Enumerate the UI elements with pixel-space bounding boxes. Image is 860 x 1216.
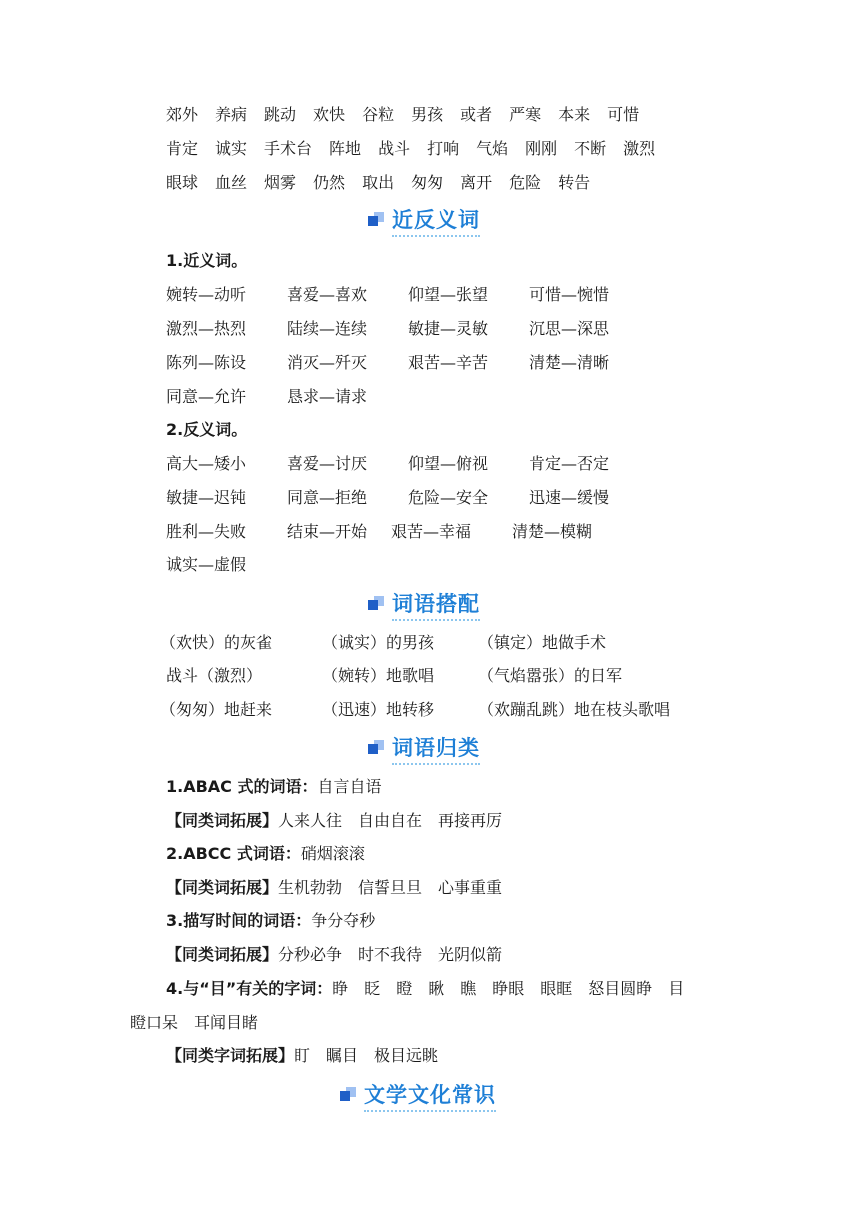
vocab-row [166, 138, 655, 160]
collocation-item: 战斗（激烈） [166, 666, 263, 685]
vocab-word: 养病 [215, 105, 248, 124]
classification-words: 生机勃勃 信誓旦旦 心事重重 [278, 878, 503, 897]
vocab-word: 匆匆 [411, 173, 444, 192]
vocab-word: 仍然 [313, 173, 346, 192]
vocab-word: 严寒 [509, 105, 542, 124]
collocation-item: （气焰嚣张）的日军 [478, 666, 623, 685]
vocab-word: 本来 [558, 105, 591, 124]
classification-words: 分秒必争 时不我待 光阴似箭 [278, 945, 503, 964]
vocab-word: 不断 [574, 139, 607, 158]
classification-words: 瞪口呆 耳闻目睹 [130, 1013, 259, 1032]
vocab-word: 欢快 [313, 105, 346, 124]
classification-words: 睁 眨 瞪 瞅 瞧 睁眼 眼眶 怒目圆睁 目 [332, 979, 685, 998]
classification-label: 1.ABAC 式的词语： [166, 777, 318, 796]
collocation-item: （镇定）地做手术 [478, 633, 607, 652]
word-pair: 陆续—连续 [287, 319, 368, 338]
section-heading-text: 近反义词 [392, 204, 480, 237]
vocab-word: 眼球 [166, 173, 199, 192]
word-pair: 敏捷—迟钝 [166, 488, 247, 507]
collocation-row [160, 699, 670, 721]
vocab-word: 诚实 [215, 139, 248, 158]
section-heading-text: 文学文化常识 [364, 1079, 496, 1112]
collocation-item: （诚实）的男孩 [322, 633, 435, 652]
vocab-word: 或者 [460, 105, 493, 124]
word-pair: 敏捷—灵敏 [408, 319, 489, 338]
classification-words: 盯 瞩目 极目远眺 [294, 1046, 439, 1065]
collocation-item: （欢蹦乱跳）地在枝头歌唱 [478, 700, 671, 719]
classification-item [166, 944, 502, 966]
word-pair: 迅速—缓慢 [529, 488, 610, 507]
collocation-row [166, 665, 622, 687]
vocab-word: 谷粒 [362, 105, 395, 124]
collocation-item: （婉转）地歌唱 [322, 666, 435, 685]
antonym-row [166, 521, 592, 543]
classification-label: 【同类词拓展】 [166, 878, 279, 897]
collocation-item: （匆匆）地赶来 [160, 700, 273, 719]
classification-item [166, 843, 365, 865]
classification-words: 争分夺秒 [311, 911, 376, 930]
word-pair: 激烈—热烈 [166, 319, 247, 338]
vocab-word: 取出 [362, 173, 395, 192]
word-pair: 喜爱—喜欢 [287, 285, 368, 304]
antonym-row [166, 453, 609, 475]
synonym-row [166, 318, 609, 340]
classification-label: 【同类词拓展】 [166, 811, 279, 830]
word-pair: 清楚—清晰 [529, 353, 610, 372]
classification-item [166, 910, 375, 932]
vocab-word: 血丝 [215, 173, 248, 192]
synonym-row [166, 352, 609, 374]
section-heading-synonyms [368, 203, 480, 237]
vocab-word: 打响 [427, 139, 460, 158]
collocation-item: （欢快）的灰雀 [160, 633, 273, 652]
section-heading-collocation [368, 587, 480, 621]
section-heading-text: 词语归类 [392, 732, 480, 765]
word-pair: 消灭—歼灭 [287, 353, 368, 372]
section-heading-culture [340, 1078, 496, 1112]
antonym-row [166, 487, 609, 509]
word-pair: 危险—安全 [408, 488, 489, 507]
synonyms-label: 1.近义词。 [166, 251, 248, 270]
classification-label: 4.与“目”有关的字词： [166, 979, 333, 998]
word-pair: 婉转—动听 [166, 285, 247, 304]
classification-item-continued [130, 1012, 258, 1034]
word-pair: 高大—矮小 [166, 454, 247, 473]
word-pair: 清楚—模糊 [512, 522, 593, 541]
word-pair: 同意—允许 [166, 387, 247, 406]
word-pair: 胜利—失败 [166, 522, 247, 541]
word-pair: 陈列—陈设 [166, 353, 247, 372]
vocab-word: 郊外 [166, 105, 199, 124]
word-pair: 诚实—虚假 [166, 555, 247, 574]
word-pair: 艰苦—辛苦 [408, 353, 489, 372]
vocab-row [166, 172, 590, 194]
vocab-word: 离开 [460, 173, 493, 192]
collocation-row [160, 632, 606, 654]
synonym-row [166, 386, 367, 408]
vocab-word: 激烈 [623, 139, 656, 158]
classification-words: 人来人往 自由自在 再接再厉 [278, 811, 503, 830]
antonym-row [166, 554, 246, 576]
synonym-row [166, 284, 609, 306]
vocab-word: 跳动 [264, 105, 297, 124]
classification-label: 3.描写时间的词语： [166, 911, 312, 930]
vocab-word: 肯定 [166, 139, 199, 158]
word-pair: 艰苦—幸福 [391, 522, 472, 541]
word-pair: 仰望—张望 [408, 285, 489, 304]
word-pair: 喜爱—讨厌 [287, 454, 368, 473]
classification-item [166, 810, 502, 832]
classification-item [166, 877, 502, 899]
word-pair: 同意—拒绝 [287, 488, 368, 507]
word-pair: 可惜—惋惜 [529, 285, 610, 304]
vocab-word: 烟雾 [264, 173, 297, 192]
vocab-row [166, 104, 639, 126]
square-bullet-icon [368, 738, 388, 758]
word-pair: 结束—开始 [287, 522, 368, 541]
classification-item [166, 1045, 438, 1067]
word-pair: 恳求—请求 [287, 387, 368, 406]
collocation-item: （迅速）地转移 [322, 700, 435, 719]
vocab-word: 手术台 [264, 139, 313, 158]
word-pair: 仰望—俯视 [408, 454, 489, 473]
word-pair: 沉思—深思 [529, 319, 610, 338]
classification-item [166, 776, 382, 798]
section-heading-text: 词语搭配 [392, 588, 480, 621]
classification-label: 【同类词拓展】 [166, 945, 279, 964]
classification-item [166, 978, 684, 1000]
vocab-word: 战斗 [378, 139, 411, 158]
vocab-word: 男孩 [411, 105, 444, 124]
vocab-word: 可惜 [607, 105, 640, 124]
section-heading-classification [368, 731, 480, 765]
classification-words: 硝烟滚滚 [300, 844, 365, 863]
vocab-word: 阵地 [329, 139, 362, 158]
classification-words: 自言自语 [317, 777, 382, 796]
square-bullet-icon [368, 594, 388, 614]
vocab-word: 刚刚 [525, 139, 558, 158]
square-bullet-icon [340, 1085, 360, 1105]
classification-label: 2.ABCC 式词语： [166, 844, 301, 863]
square-bullet-icon [368, 210, 388, 230]
antonyms-label: 2.反义词。 [166, 420, 248, 439]
vocab-word: 危险 [509, 173, 542, 192]
word-pair: 肯定—否定 [529, 454, 610, 473]
vocab-word: 转告 [558, 173, 591, 192]
classification-label: 【同类字词拓展】 [166, 1046, 295, 1065]
vocab-word: 气焰 [476, 139, 509, 158]
